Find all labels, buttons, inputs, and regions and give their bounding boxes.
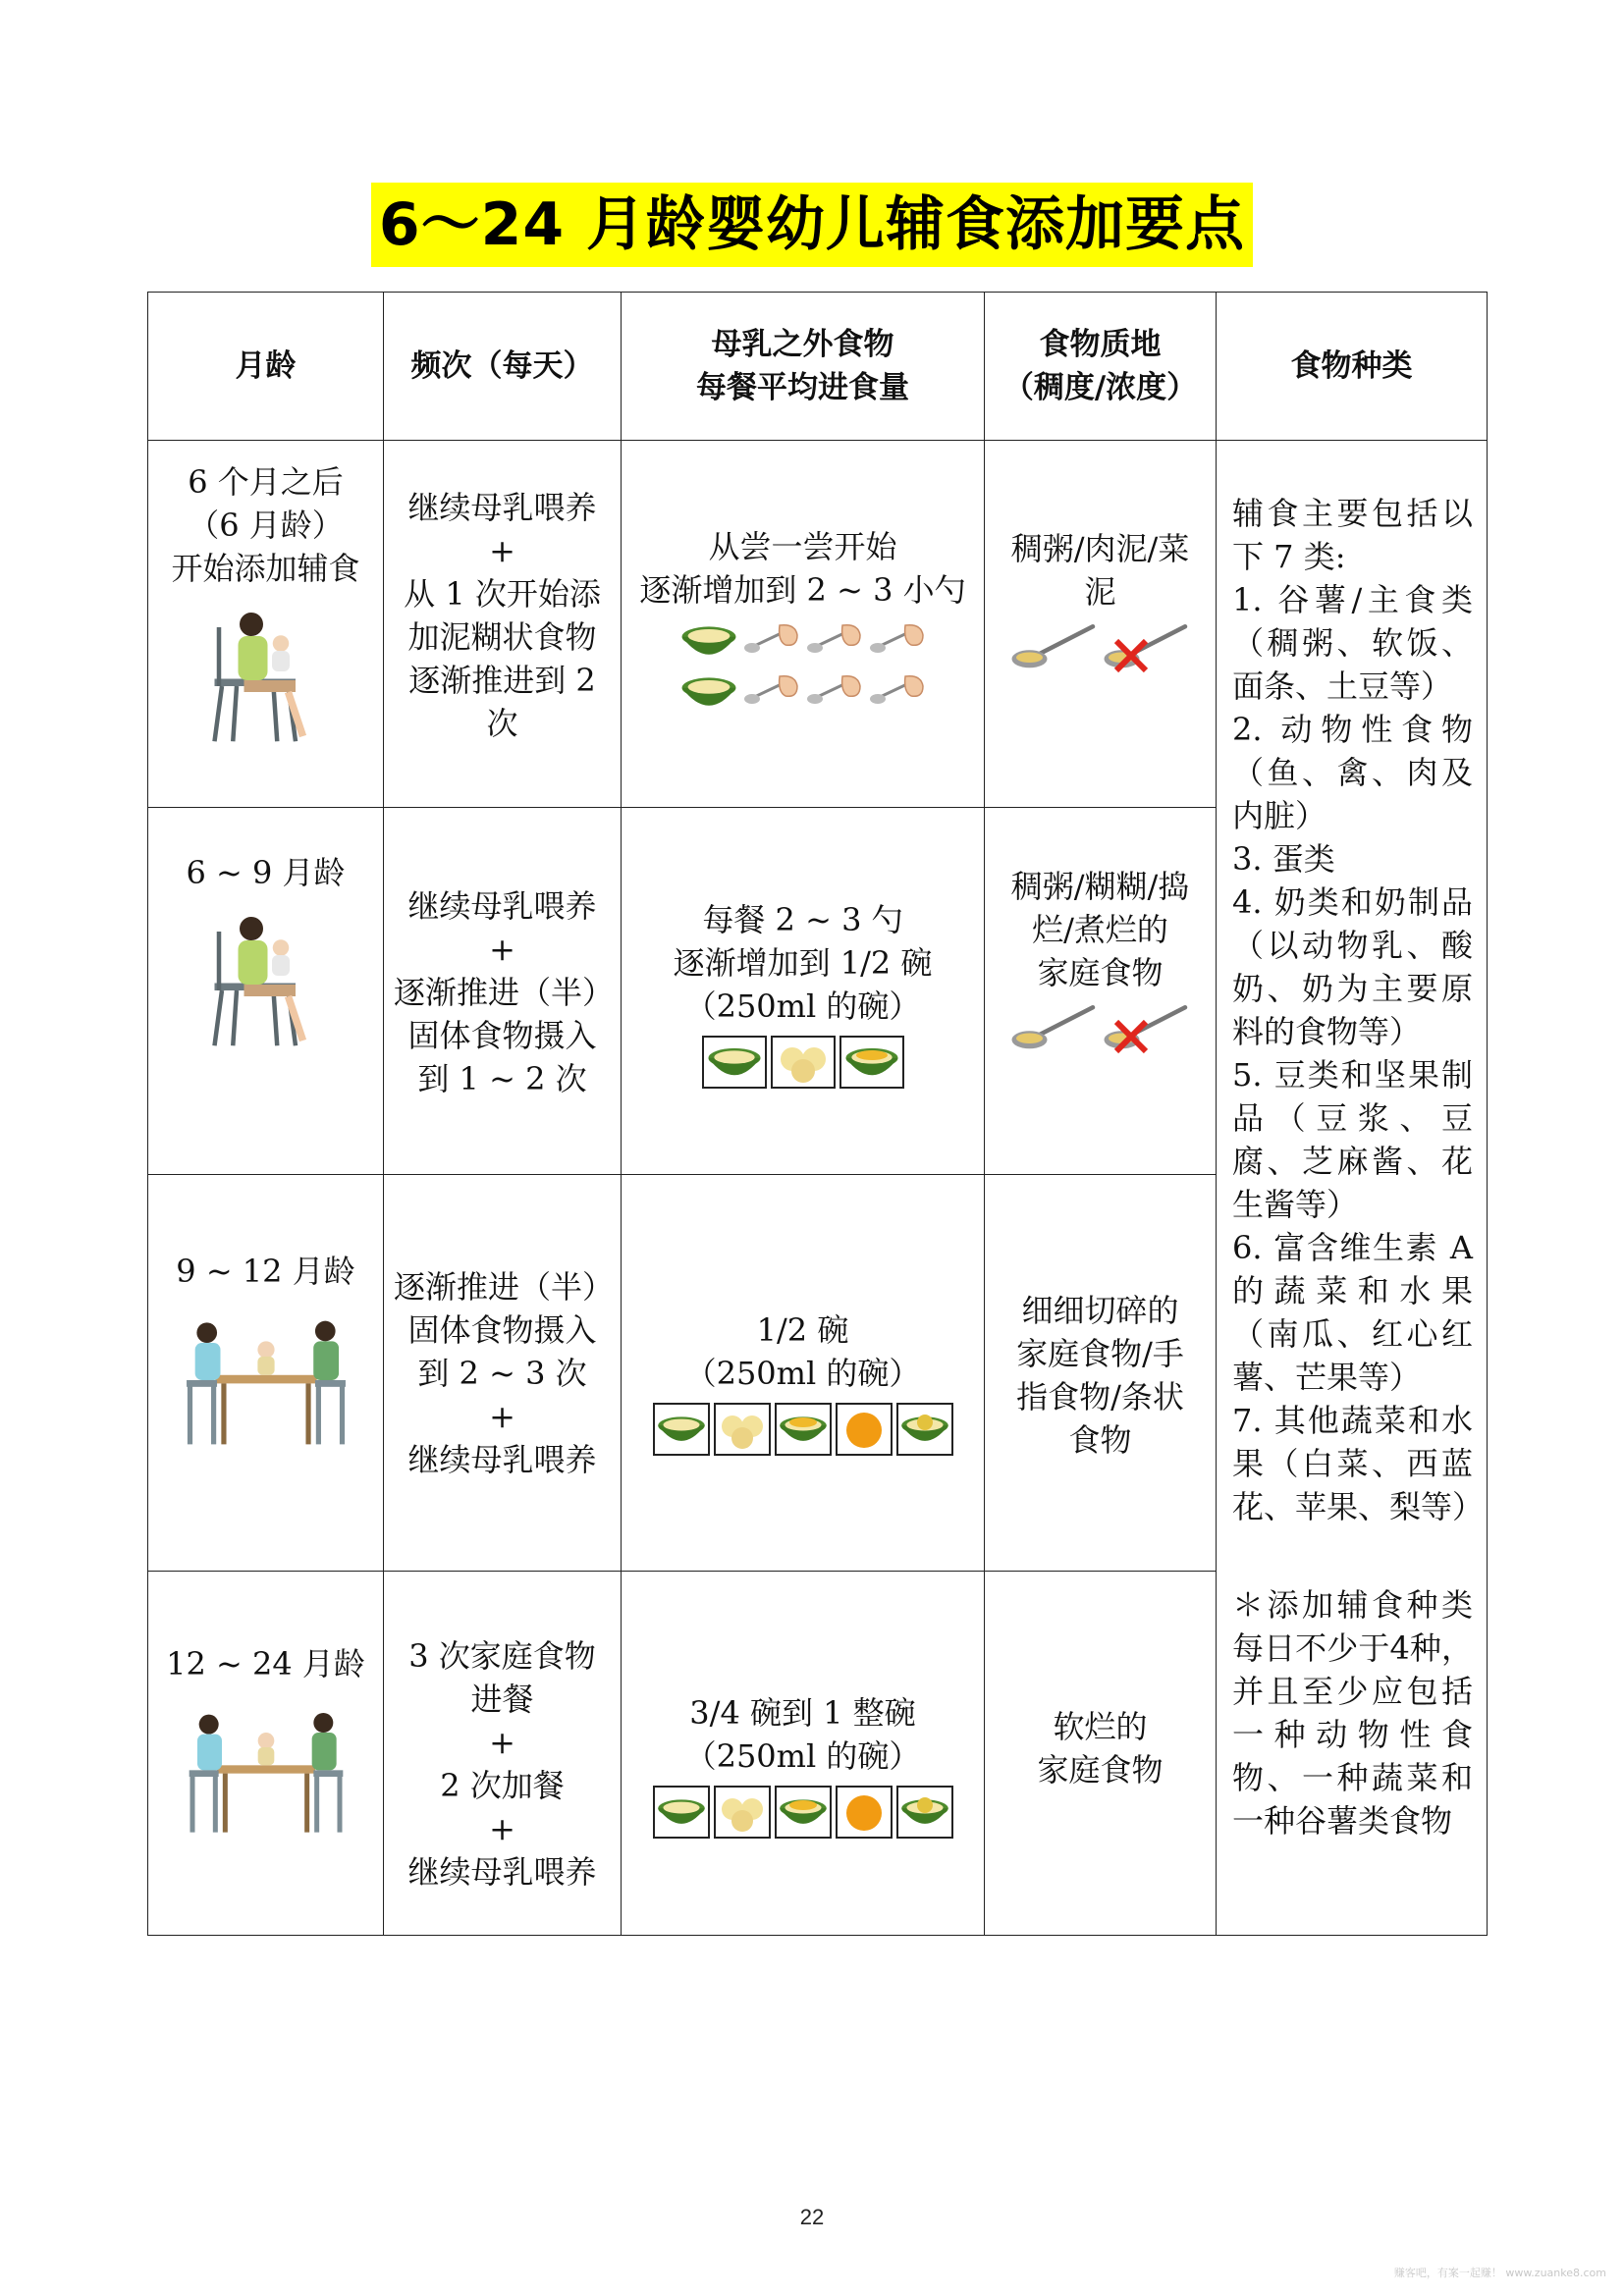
freq-line: 逐渐推进到 2 (408, 662, 596, 699)
bowl-icon (714, 1786, 771, 1839)
bowl-spoons-row (631, 670, 974, 714)
texture-line: 指食物/条状 (1016, 1378, 1184, 1415)
freq-line: + (489, 1810, 515, 1847)
freq-line: + (489, 532, 515, 569)
freq-line: 继续母乳喂养 (407, 489, 597, 526)
food-types-cell (1217, 441, 1488, 1936)
header-types (1217, 293, 1488, 441)
bowl-icon (775, 1403, 832, 1456)
food-bowls-row (631, 1786, 974, 1839)
bowl-spoons-row (631, 619, 974, 663)
amount-line: 3/4 碗到 1 整碗 (689, 1694, 916, 1732)
orange-icon (836, 1403, 893, 1456)
freq-line: 继续母乳喂养 (407, 887, 597, 925)
bowl-icon (775, 1786, 832, 1839)
freq-line: 逐渐推进（半） (394, 1268, 615, 1306)
freq-line: + (489, 1724, 515, 1761)
header-age (148, 293, 384, 441)
age-line: （6 月龄） (188, 507, 344, 544)
texture-line: 稠粥/肉泥/菜 (1010, 530, 1190, 567)
header-age-label: 月龄 (235, 348, 297, 384)
texture-line: 食物 (1068, 1421, 1132, 1459)
bowl-icon (679, 619, 738, 663)
freq-line: 进餐 (470, 1681, 534, 1718)
freq-line: 3 次家庭食物 (408, 1637, 596, 1675)
spoon-icon (868, 619, 927, 659)
age-line: 开始添加辅食 (171, 550, 360, 587)
bowl-icon (679, 670, 738, 714)
freq-line: 到 2 ~ 3 次 (417, 1355, 587, 1392)
header-frequency (384, 293, 622, 441)
food-type-line: 5. 豆类和坚果制品（豆浆、豆腐、芝麻酱、花生酱等） (1232, 1056, 1473, 1223)
bowl-icon (653, 1403, 710, 1456)
food-type-line: 辅食主要包括以下 7 类: (1232, 495, 1473, 575)
freq-line: 从 1 次开始添 (404, 575, 601, 613)
amount-line: 逐渐增加到 2 ~ 3 小勺 (639, 571, 966, 609)
thick-spoon-icon (1010, 1002, 1099, 1055)
age-cell (148, 1572, 384, 1936)
texture-cell (985, 441, 1217, 808)
bowl-icon (653, 1786, 710, 1839)
frequency-cell (384, 441, 622, 808)
texture-line: 家庭食物 (1037, 954, 1164, 991)
spoon-icon (742, 619, 801, 659)
bowl-icon (702, 1036, 767, 1089)
texture-line: 软烂的 (1053, 1708, 1148, 1745)
texture-line: 家庭食物 (1037, 1751, 1164, 1789)
header-row (148, 293, 1488, 441)
age-cell (148, 808, 384, 1175)
food-bowls-row (631, 1036, 974, 1089)
texture-line: 家庭食物/手 (1016, 1335, 1184, 1372)
bowl-icon (896, 1786, 953, 1839)
freq-line: + (489, 1398, 515, 1435)
family-meal-illustration (158, 1301, 373, 1453)
watermark: 赚客吧，有案一起赚！ www.zuanke8.com (1393, 2267, 1606, 2279)
thick-spoon-icon (1010, 621, 1099, 674)
spoon-icon (742, 670, 801, 710)
family-meal-illustration (158, 1693, 373, 1841)
header-amount-line1: 母乳之外食物 (711, 327, 894, 362)
texture-cell (985, 1572, 1217, 1936)
mother-feeding-illustration (158, 598, 373, 745)
feeding-table (147, 292, 1488, 1936)
food-type-line: 3. 蛋类 (1232, 840, 1335, 878)
spoon-icon (868, 670, 927, 710)
amount-cell (622, 1572, 985, 1936)
freq-line: 加泥糊状食物 (407, 618, 597, 656)
bowl-icon (714, 1403, 771, 1456)
frequency-cell (384, 1175, 622, 1572)
texture-line: 泥 (1084, 573, 1116, 611)
food-types-note: ＊添加辅食种类每日不少于4种，并且至少应包括一种动物性食物、一种蔬菜和一种谷薯类食物 (1232, 1586, 1473, 1840)
amount-line: （250ml 的碗） (684, 988, 921, 1025)
freq-line: 次 (486, 705, 518, 742)
header-amount (622, 293, 985, 441)
age-line: 12 ~ 24 月龄 (166, 1645, 365, 1682)
page-title: 6～24 月龄婴幼儿辅食添加要点 (371, 183, 1253, 267)
age-line: 6 个月之后 (188, 463, 344, 501)
spoon-comparison (995, 1002, 1206, 1055)
freq-line: 固体食物摄入 (407, 1311, 597, 1349)
food-type-line: 1. 谷薯/主食类（稠粥、软饭、面条、土豆等） (1232, 581, 1473, 705)
freq-line: + (489, 931, 515, 968)
amount-line: 从尝一尝开始 (708, 528, 897, 565)
texture-line: 细细切碎的 (1021, 1292, 1179, 1329)
texture-cell (985, 1175, 1217, 1572)
amount-line: （250ml 的碗） (684, 1355, 921, 1392)
food-types-list (1217, 441, 1487, 1842)
amount-line: 1/2 碗 (756, 1311, 849, 1349)
age-line: 9 ~ 12 月龄 (176, 1253, 355, 1290)
freq-line: 逐渐推进（半） (394, 974, 615, 1011)
texture-line: 烂/煮烂的 (1032, 911, 1168, 948)
thin-spoon-crossed-icon (1103, 1002, 1191, 1055)
frequency-cell (384, 808, 622, 1175)
amount-cell (622, 441, 985, 808)
age-line: 6 ~ 9 月龄 (186, 854, 346, 891)
orange-icon (836, 1786, 893, 1839)
amount-line: （250ml 的碗） (684, 1737, 921, 1775)
bowl-icon (839, 1036, 904, 1089)
texture-line: 稠粥/糊糊/捣 (1010, 868, 1190, 905)
bowl-icon (896, 1403, 953, 1456)
age-cell (148, 1175, 384, 1572)
food-type-line: 4. 奶类和奶制品（以动物乳、酸奶、奶为主要原料的食物等） (1232, 883, 1473, 1050)
highchair-feeding-illustration (158, 902, 373, 1049)
freq-line: 到 1 ~ 2 次 (417, 1060, 587, 1097)
header-texture-line2: （稠度/浓度） (1002, 370, 1198, 405)
spoon-comparison (995, 621, 1206, 674)
food-type-line: 7. 其他蔬菜和水果（白菜、西蓝花、苹果、梨等） (1232, 1402, 1485, 1525)
page-number: 22 (799, 2205, 825, 2229)
age-cell (148, 441, 384, 808)
spoon-icon (805, 670, 864, 710)
freq-line: 继续母乳喂养 (407, 1853, 597, 1891)
header-amount-line2: 每餐平均进食量 (696, 370, 909, 405)
freq-line: 固体食物摄入 (407, 1017, 597, 1054)
frequency-cell (384, 1572, 622, 1936)
amount-cell (622, 1175, 985, 1572)
food-bowls-row (631, 1403, 974, 1456)
freq-line: 2 次加餐 (440, 1767, 565, 1804)
header-types-label: 食物种类 (1290, 348, 1413, 384)
texture-cell (985, 808, 1217, 1175)
header-texture-line1: 食物质地 (1039, 327, 1162, 362)
header-texture (985, 293, 1217, 441)
title-wrap (0, 183, 1624, 267)
thin-spoon-crossed-icon (1103, 621, 1191, 674)
amount-line: 逐渐增加到 1/2 碗 (673, 944, 933, 982)
amount-line: 每餐 2 ~ 3 勺 (702, 901, 903, 938)
spoon-icon (805, 619, 864, 659)
amount-cell (622, 808, 985, 1175)
food-type-line: 2. 动物性食物（鱼、禽、肉及内脏） (1232, 711, 1473, 834)
header-frequency-label: 频次（每天） (410, 348, 594, 384)
freq-line: 继续母乳喂养 (407, 1441, 597, 1478)
bowl-icon (771, 1036, 836, 1089)
food-type-line: 6. 富含维生素 A 的蔬菜和水果（南瓜、红心红薯、芒果等） (1232, 1229, 1473, 1396)
table-row (148, 441, 1488, 808)
